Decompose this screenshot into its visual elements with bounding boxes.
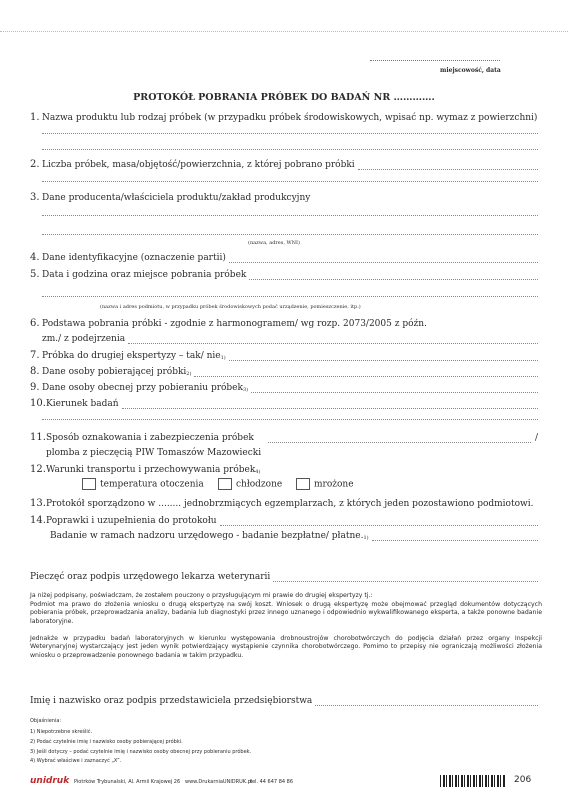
item-6-number: 6. [30, 318, 40, 329]
item-6 [30, 318, 538, 329]
item-8-label: Dane osoby pobierającej próbki [42, 367, 187, 377]
item-9-label: Dane osoby obecnej przy pobieraniu próbek [42, 383, 243, 393]
item-11 [30, 432, 538, 443]
item-14-label-2: Badanie w ramach nadzoru urzędowego - badanie bezpłatne/ płatne. [50, 531, 364, 541]
item-14-footnote-ref: 1) [363, 535, 369, 541]
option-temperatura-otoczenia[interactable] [82, 478, 204, 490]
item-1 [30, 112, 538, 123]
item-6-label-2: zm./ z podejrzenia [42, 334, 126, 344]
footnote-3: 3) Jeśli dotyczy – podać czytelnie imię i nazwisko osoby obecnej przy pobieraniu próbek. [30, 749, 252, 755]
checkbox-chlodzone[interactable] [218, 478, 232, 490]
item-11-line-2 [46, 448, 261, 458]
checkbox-mrozone[interactable] [296, 478, 310, 490]
item-10-label: Kierunek badań [46, 399, 119, 409]
item-5-field-b[interactable] [42, 296, 538, 297]
form-number: 206 [514, 775, 532, 785]
item-14-line-2 [50, 531, 538, 541]
item-10 [30, 398, 538, 409]
item-3-field-a[interactable] [42, 215, 538, 216]
item-11-label: Sposób oznakowania i zabezpieczenia próbek [46, 433, 254, 443]
item-14 [30, 515, 538, 526]
place-date-field[interactable] [370, 60, 500, 61]
item-7-number: 7. [30, 350, 40, 361]
item-11-number: 11. [30, 432, 46, 443]
item-13 [30, 498, 538, 509]
item-2-field[interactable] [358, 161, 538, 170]
item-3 [30, 192, 538, 203]
footnote-4: 4) Wybrać właściwe i zaznaczyć „X”. [30, 758, 122, 764]
item-12-footnote-ref: 4) [255, 469, 261, 475]
footnote-1: 1) Niepotrzebne skreślić. [30, 729, 93, 735]
item-9-number: 9. [30, 382, 40, 393]
item-11-field[interactable] [268, 434, 531, 443]
item-1-field-a[interactable] [42, 133, 538, 134]
notice-paragraph-2: Jednakże w przypadku badań laboratoryjnych w kierunku występowania drobnoustrojów chorobotwórczych do podjęcia działań przez organy Inspekcji Weterynaryjnej wystarczający jest jeden wynik potwierdzający wystąpienie czynnika chorobotwórczego. Pomimo to przepisy nie ograniczają możliwości złożenia wniosku o przeprowadzenie ponownego badania w takim przypadku. [30, 635, 542, 659]
item-4-field[interactable] [229, 254, 538, 263]
barcode [440, 775, 506, 787]
vet-signature-field[interactable] [273, 573, 538, 582]
item-10-number: 10. [30, 398, 46, 409]
item-12 [30, 464, 538, 475]
item-14-label: Poprawki i uzupełnienia do protokołu [46, 516, 217, 526]
item-11-slash: / [534, 433, 538, 443]
item-14-field[interactable] [220, 517, 538, 526]
item-8 [30, 366, 538, 377]
item-9 [30, 382, 538, 393]
place-date-label: miejscowość, data [440, 67, 501, 74]
item-6-field[interactable] [128, 335, 538, 344]
item-12-label: Warunki transportu i przechowywania próbek [46, 465, 256, 475]
vet-signature-label: Pieczęć oraz podpis urzędowego lekarza weterynarii [30, 572, 271, 582]
item-5-number: 5. [30, 269, 40, 280]
item-14-number: 14. [30, 515, 46, 526]
item-6-line-2 [42, 334, 538, 344]
option-chlodzone[interactable] [218, 478, 282, 490]
printer-logo: unidruk [30, 776, 70, 786]
item-1-label: Nazwa produktu lub rodzaj próbek (w przypadku próbek środowiskowych, wpisać np. wymaz z powierzchni) [42, 113, 538, 123]
item-9-footnote-ref: 3) [242, 387, 249, 393]
notice-paragraph-1: Podmiot ma prawo do złożenia wniosku o drugą ekspertyzę na swój koszt. Wniosek o drugą ekspertyzę może obejmować przegląd dokumentów dotyczących pobierania próbek, przeprowadzania analizy, badania lub diagnostyki przez innego uznanego i odpowiednio wykwalifikowanego eksperta, a także ponowne badanie laboratoryjne. [30, 601, 542, 625]
vet-signature [30, 572, 538, 582]
printer-phone: tel. 44 647 84 86 [250, 779, 294, 785]
option-mrozone[interactable] [296, 478, 354, 490]
item-3-label: Dane producenta/właściciela produktu/zakład produkcyjny [42, 193, 311, 203]
page-title: PROTOKÓŁ POBRANIA PRÓBEK DO BADAŃ NR …………. [133, 92, 435, 103]
notice-intro: Ja niżej podpisany, poświadczam, że zostałem pouczony o przysługującym mi prawie do drugiej ekspertyzy tj.: [30, 592, 373, 599]
company-signature-field[interactable] [315, 697, 538, 706]
item-2-label: Liczba próbek, masa/objętość/powierzchnia, z której pobrano próbki [42, 160, 355, 170]
item-8-number: 8. [30, 366, 40, 377]
item-2-field-b[interactable] [42, 181, 538, 182]
printer-address: Piotrków Trybunalski, Al. Armii Krajowej 26 [74, 779, 181, 785]
item-3-number: 3. [30, 192, 40, 203]
option-label: mrożone [314, 479, 354, 490]
company-signature [30, 696, 538, 706]
footnotes-title: Objaśnienia: [30, 718, 62, 724]
item-10-field[interactable] [122, 400, 538, 409]
item-10-field-b[interactable] [42, 419, 538, 420]
item-4 [30, 252, 538, 263]
printer-url: www.DrukarniaUNIDRUK.pl [185, 779, 253, 785]
option-label: temperatura otoczenia [100, 479, 204, 490]
item-4-label: Dane identyfikacyjne (oznaczenie partii) [42, 253, 226, 263]
company-signature-label: Imię i nazwisko oraz podpis przedstawiciela przedsiębiorstwa [30, 696, 313, 706]
item-8-field[interactable] [194, 368, 538, 377]
item-2-number: 2. [30, 159, 40, 170]
item-7-field[interactable] [229, 352, 538, 361]
item-9-field[interactable] [251, 384, 538, 393]
item-6-label: Podstawa pobrania próbki - zgodnie z harmonogramem/ wg rozp. 2073/2005 z późn. [42, 319, 427, 329]
item-3-field-b[interactable] [42, 234, 538, 235]
item-7 [30, 350, 538, 361]
item-3-hint: (nazwa, adres, WNI) [248, 240, 300, 246]
top-rule [0, 31, 568, 32]
item-11-label-2: plomba z pieczęcią PIW Tomaszów Mazowiecki [46, 448, 262, 458]
item-4-number: 4. [30, 252, 40, 263]
item-7-label: Próbka do drugiej ekspertyzy – tak/ nie [42, 351, 221, 361]
item-13-number: 13. [30, 498, 46, 509]
item-8-footnote-ref: 2) [186, 371, 192, 377]
item-12-number: 12. [30, 464, 46, 475]
option-label: chłodzone [236, 479, 283, 490]
item-14-field-b[interactable] [372, 532, 538, 541]
checkbox-temperatura-otoczenia[interactable] [82, 478, 96, 490]
item-5 [30, 269, 538, 280]
footnote-2: 2) Podać czytelnie imię i nazwisko osoby pobierającej próbki. [30, 739, 183, 745]
item-13-label: Protokół sporządzono w ........ jednobrzmiących egzemplarzach, z których jeden pozostawiono podmiotowi. [46, 499, 534, 509]
item-1-number: 1. [30, 112, 40, 123]
item-1-field-b[interactable] [42, 149, 538, 150]
item-2 [30, 159, 538, 170]
item-5-hint: (nazwa i adres podmiotu, w przypadku próbek środowiskowych podać urządzenie, pomieszczenie, itp.) [100, 304, 361, 310]
item-5-label: Data i godzina oraz miejsce pobrania próbek [42, 270, 247, 280]
item-5-field[interactable] [249, 271, 538, 280]
item-7-footnote-ref: 1) [220, 355, 226, 361]
